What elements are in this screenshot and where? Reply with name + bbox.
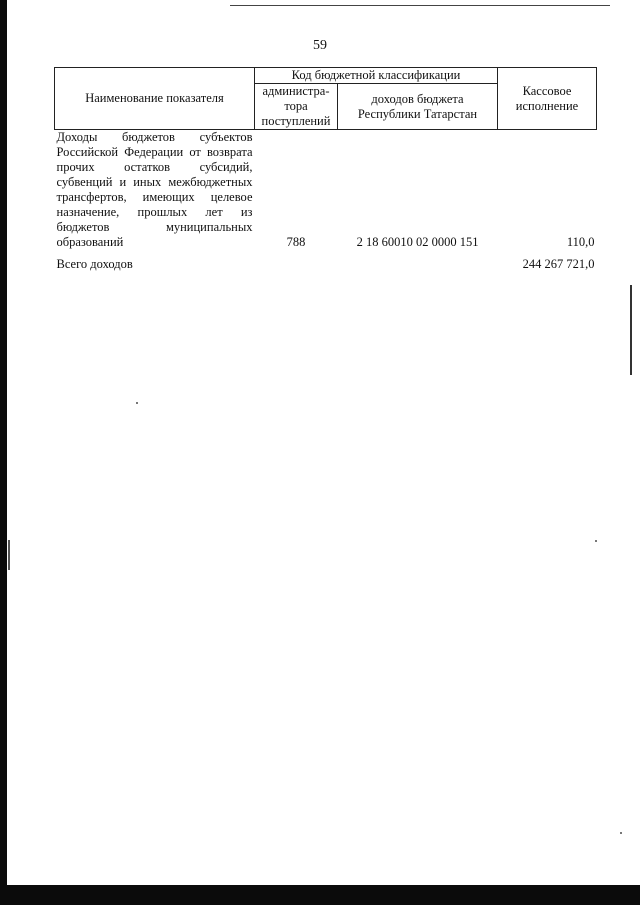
scan-speck [136,402,138,404]
total-empty-code [338,250,498,272]
page-number: 59 [313,38,327,53]
scan-speck [595,540,597,542]
header-income-code: доходов бюджета Республики Татарстан [338,84,498,130]
table-header [55,68,597,130]
scan-border-left [0,0,7,905]
row-amount: 110,0 [566,235,595,249]
header-classification-group: Код бюджетной классификации [255,68,498,84]
header-administrator: администра-тора поступлений [255,84,338,130]
total-amount: 244 267 721,0 [522,257,595,271]
row-income-code: 2 18 60010 02 0000 151 [356,235,479,249]
total-label: Всего доходов [56,257,133,271]
total-row [55,250,597,272]
scan-artifact-left-mark [8,540,10,570]
table-row [55,130,597,251]
scan-border-bottom [0,885,640,905]
scan-artifact-right-mark [630,285,632,375]
scan-speck [620,832,622,834]
header-indicator-name: Наименование показателя [55,68,255,130]
total-empty-admin [255,250,338,272]
row-indicator-name: Доходы бюджетов субъектов Российской Федерации от возврата прочих остатков субсидий, субвенций и иных межбюджетных трансфертов, имеющих целевое назначение, прошлых лет из бюджетов муниципальных образований [56,130,253,249]
scan-artifact-top-line [230,5,610,6]
budget-table [54,67,597,272]
header-execution: Кассовое исполнение [498,68,597,130]
row-administrator-code: 788 [286,235,306,249]
